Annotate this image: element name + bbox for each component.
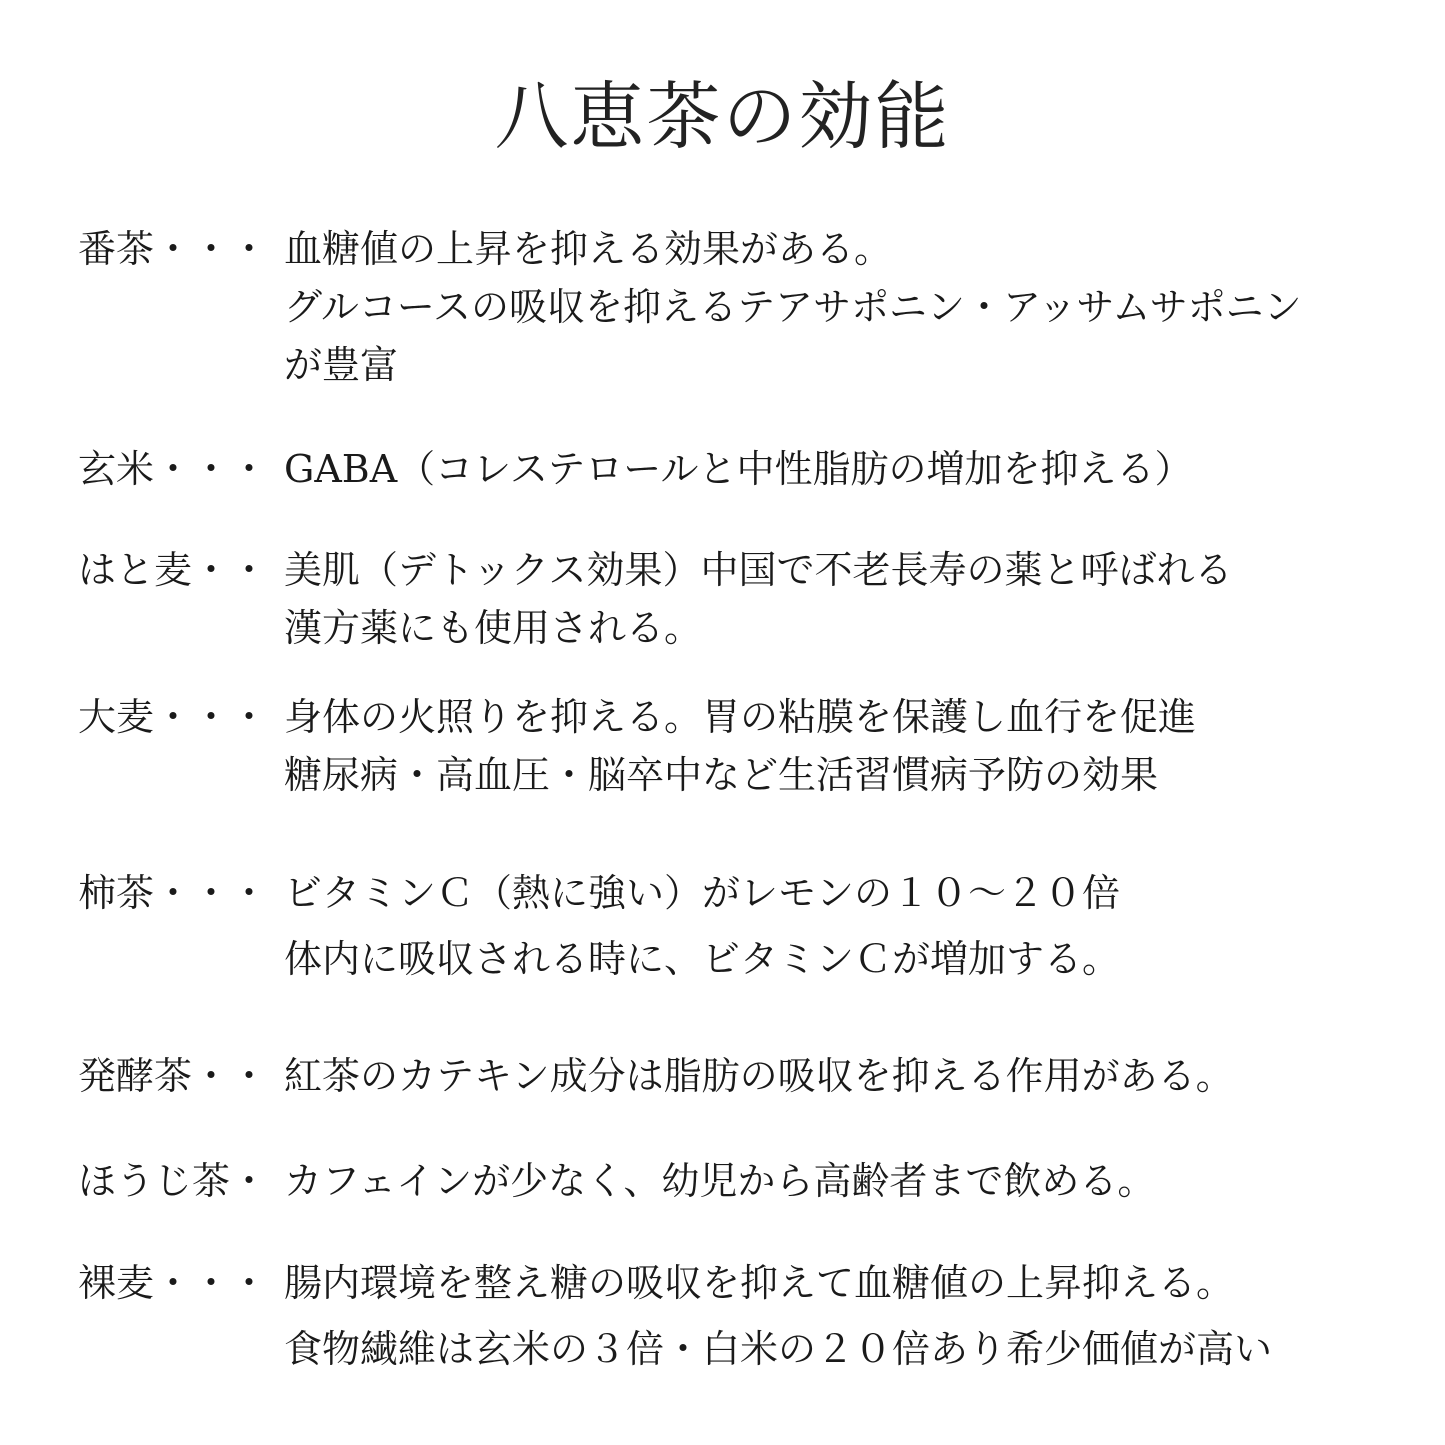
entry-label: ほうじ茶・: [78, 1159, 269, 1203]
entry-label: 大麦・・・: [78, 695, 269, 739]
description-line: 血糖値の上昇を抑える効果がある。: [284, 227, 893, 271]
entry-description: [284, 440, 1424, 498]
entry-label: 玄米・・・: [78, 447, 269, 491]
description-line: 紅茶のカテキン成分は脂肪の吸収を抑える作用がある。: [284, 1054, 1234, 1098]
description-line: GABA（コレステロールと中性脂肪の増加を抑える）: [284, 447, 1193, 491]
entry-label: 発酵茶・・: [78, 1054, 269, 1098]
entry-description: [284, 1047, 1424, 1105]
description-line: 糖尿病・高血圧・脳卒中など生活習慣病予防の効果: [284, 753, 1159, 797]
entry-description: [284, 1152, 1424, 1210]
description-line: カフェインが少なく、幼児から高齢者まで飲める。: [284, 1159, 1156, 1203]
entry-label: 柿茶・・・: [78, 871, 269, 915]
entry-description: [284, 541, 1424, 657]
entry-label: 裸麦・・・: [78, 1261, 269, 1305]
description-line: 漢方薬にも使用される。: [284, 606, 703, 650]
description-line: 身体の火照りを抑える。胃の粘膜を保護し血行を促進: [284, 695, 1197, 739]
entry-label: はと麦・・: [78, 548, 269, 592]
entry-description: [284, 688, 1424, 804]
description-line: 体内に吸収される時に、ビタミンＣが増加する。: [284, 937, 1121, 981]
description-line: グルコースの吸収を抑えるテアサポニン・アッサムサポニン: [284, 285, 1302, 329]
entry-description: [284, 860, 1424, 992]
description-line: 食物繊維は玄米の３倍・白米の２０倍あり希少価値が高い: [284, 1327, 1273, 1371]
description-line: 腸内環境を整え糖の吸収を抑えて血糖値の上昇抑える。: [284, 1261, 1235, 1305]
description-line: ビタミンＣ（熱に強い）がレモンの１０～２０倍: [284, 871, 1121, 915]
entry-description: [284, 1250, 1424, 1382]
description-line: が豊富: [284, 343, 399, 387]
page-title: 八恵茶の効能: [494, 74, 951, 160]
description-line: 美肌（デトックス効果）中国で不老長寿の薬と呼ばれる: [284, 548, 1233, 592]
entry-label: 番茶・・・: [78, 227, 269, 271]
entry-description: [284, 220, 1424, 394]
